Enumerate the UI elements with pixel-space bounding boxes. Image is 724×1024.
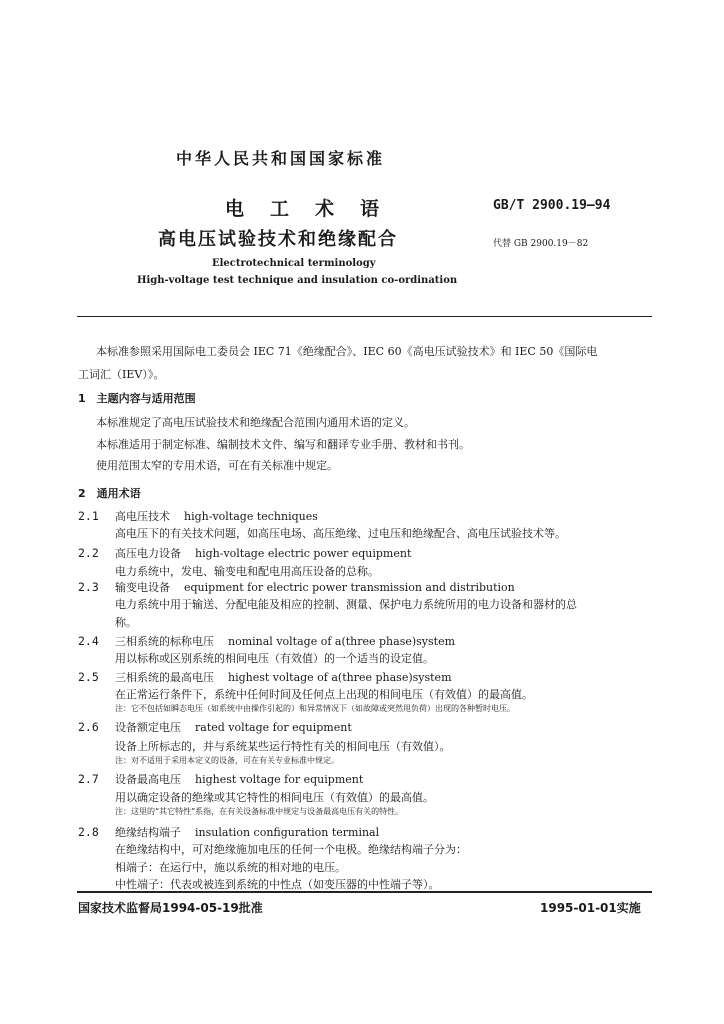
term-number: 2.1	[78, 509, 99, 523]
term-zh: 设备额定电压	[115, 721, 181, 734]
term-heading	[115, 824, 379, 840]
term-heading	[115, 545, 411, 561]
term-number: 2.5	[78, 670, 99, 684]
national-standard-heading: 中华人民共和国国家标准	[176, 149, 386, 168]
term-number: 2.3	[78, 580, 99, 594]
term-heading	[115, 633, 455, 649]
intro-line-2: 工词汇（IEV）》。	[78, 368, 165, 381]
term-definition: 电力系统中用于输送、分配电能及相应的控制、测量、保护电力系统所用的电力设备和器材的总	[115, 598, 577, 611]
term-heading	[115, 771, 363, 787]
term-zh: 输变电设备	[115, 581, 170, 594]
section-2-heading: 2 通用术语	[78, 487, 141, 500]
term-note: 注：这里的“其它特性”系指，在有关设备标准中规定与设备最高电压有关的特性。	[115, 807, 404, 816]
title-line-2: 高电压试验技术和绝缘配合	[158, 229, 398, 250]
term-heading	[115, 579, 515, 595]
term-definition: 相端子：在运行中，施以系统的相对地的电压。	[115, 861, 346, 874]
term-number: 2.8	[78, 825, 99, 839]
term-definition: 电力系统中，发电、输变电和配电用高压设备的总称。	[115, 565, 379, 578]
term-en: high-voltage techniques	[184, 510, 318, 523]
header-divider	[77, 316, 652, 317]
term-en: insulation configuration terminal	[195, 826, 380, 839]
term-zh: 三相系统的标称电压	[115, 635, 214, 648]
section-1-line: 使用范围太窄的专用术语，可在有关标准中规定。	[96, 459, 338, 472]
replaces-standard: 代替 GB 2900.19－82	[493, 239, 589, 249]
term-definition: 用以标称或区别系统的相间电压（有效值）的一个适当的设定值。	[115, 652, 434, 665]
term-definition: 高电压下的有关技术问题，如高压电场、高压绝缘、过电压和绝缘配合、高电压试验技术等。	[115, 527, 566, 540]
section-1-heading: 1 主题内容与适用范围	[78, 392, 196, 405]
term-zh: 高压电力设备	[115, 547, 181, 560]
term-number: 2.2	[78, 546, 99, 560]
term-en: equipment for electric power transmission and distribution	[184, 581, 515, 594]
implementation-date: 1995-01-01实施	[540, 901, 641, 915]
term-en: nominal voltage of a(three phase)system	[228, 635, 456, 648]
term-note: 注：对不适用于采用本定义的设备，可在有关专业标准中规定。	[115, 756, 339, 765]
term-zh: 三相系统的最高电压	[115, 671, 214, 684]
term-heading	[115, 719, 352, 735]
term-definition: 称。	[115, 616, 137, 629]
term-definition: 中性端子：代表或被连到系统的中性点（如变压器的中性端子等）。	[115, 878, 440, 891]
term-en: high-voltage electric power equipment	[195, 547, 412, 560]
term-en: highest voltage for equipment	[195, 773, 364, 786]
term-en: highest voltage of a(three phase)system	[228, 671, 452, 684]
footer-divider	[77, 891, 652, 893]
term-en: rated voltage for equipment	[195, 721, 352, 734]
section-1-line: 本标准适用于制定标准、编制技术文件、编写和翻译专业手册、教材和书刊。	[96, 438, 470, 451]
intro-line-1: 本标准参照采用国际电工委员会 IEC 71《绝缘配合》、IEC 60《高电压试验技术》和 IEC 50《国际电	[96, 345, 598, 358]
term-heading	[115, 508, 318, 524]
english-title-line-1: Electrotechnical terminology	[212, 258, 376, 269]
term-number: 2.7	[78, 772, 99, 786]
term-zh: 绝缘结构端子	[115, 826, 181, 839]
section-1-line: 本标准规定了高电压试验技术和绝缘配合范围内通用术语的定义。	[96, 416, 415, 429]
term-number: 2.4	[78, 634, 99, 648]
english-title-line-2: High-voltage test technique and insulation co-ordination	[137, 275, 458, 286]
term-zh: 设备最高电压	[115, 773, 181, 786]
term-definition: 在正常运行条件下，系统中任何时间及任何点上出现的相间电压（有效值）的最高值。	[115, 688, 533, 701]
approval-date: 国家技术监督局1994-05-19批准	[78, 901, 263, 915]
title-line-1: 电工术语	[225, 198, 406, 220]
term-definition: 在绝缘结构中，可对绝缘施加电压的任何一个电极。绝缘结构端子分为：	[115, 843, 467, 856]
standard-number: GB/T 2900.19—94	[493, 198, 611, 213]
term-note: 注：它不包括如瞬态电压（如系统中由操作引起的）和异常情况下（如故障或突然甩负荷）出现的各种暂时电压。	[115, 704, 515, 713]
term-zh: 高电压技术	[115, 510, 170, 523]
term-number: 2.6	[78, 720, 99, 734]
term-heading	[115, 669, 452, 685]
term-definition: 设备上所标志的，并与系统某些运行特性有关的相间电压（有效值）。	[115, 740, 451, 753]
term-definition: 用以确定设备的绝缘或其它特性的相间电压（有效值）的最高值。	[115, 791, 434, 804]
